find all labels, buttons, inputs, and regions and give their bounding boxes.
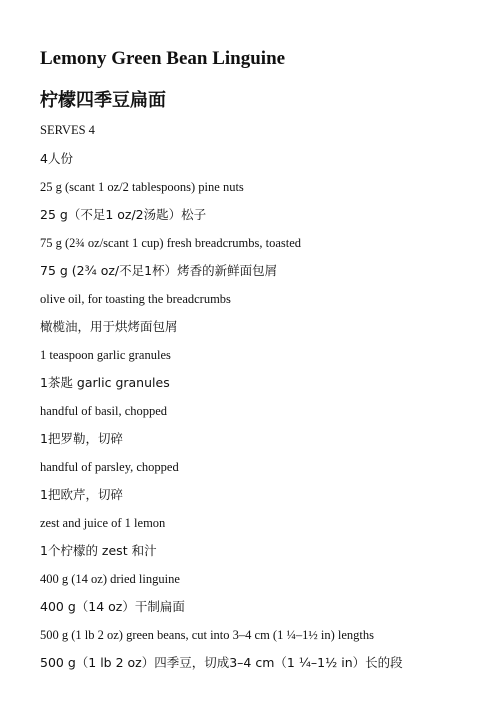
ingredient-en: 500 g (1 lb 2 oz) green beans, cut into 3–4 cm (1 ¼–1½ in) lengths (40, 628, 374, 642)
ingredient-zh: 1茶匙 garlic granules (40, 375, 170, 390)
recipe-title-zh: 柠檬四季豆扁面 (40, 90, 166, 111)
ingredient-en: 75 g (2¾ oz/scant 1 cup) fresh breadcrumbs, toasted (40, 236, 302, 250)
ingredient-en: handful of basil, chopped (40, 404, 168, 418)
ingredient-zh: 橄榄油，用于烘烤面包屑 (40, 319, 178, 334)
ingredient-en: 400 g (14 oz) dried linguine (40, 572, 180, 586)
ingredient-zh: 25 g（不足1 oz/2汤匙）松子 (40, 207, 207, 222)
ingredient-en: 25 g (scant 1 oz/2 tablespoons) pine nuts (40, 180, 244, 194)
ingredient-en: 1 teaspoon garlic granules (40, 348, 171, 362)
ingredient-en: olive oil, for toasting the breadcrumbs (40, 292, 231, 306)
ingredient-zh: 1把欧芹，切碎 (40, 487, 123, 502)
ingredient-zh: 500 g（1 lb 2 oz）四季豆，切成3–4 cm（1 ¼–1½ in）长的段 (40, 655, 403, 670)
serves-en: SERVES 4 (40, 123, 95, 137)
ingredient-en: handful of parsley, chopped (40, 460, 179, 474)
ingredient-zh: 400 g（14 oz）干制扁面 (40, 599, 185, 614)
ingredient-zh: 75 g (2¾ oz/不足1杯）烤香的新鲜面包屑 (40, 263, 278, 278)
serves-zh: 4人份 (40, 151, 73, 166)
recipe-title-en: Lemony Green Bean Linguine (40, 48, 286, 69)
ingredient-en: zest and juice of 1 lemon (40, 516, 166, 530)
ingredient-zh: 1把罗勒，切碎 (40, 431, 123, 446)
ingredient-zh: 1个柠檬的 zest 和汁 (40, 543, 157, 558)
